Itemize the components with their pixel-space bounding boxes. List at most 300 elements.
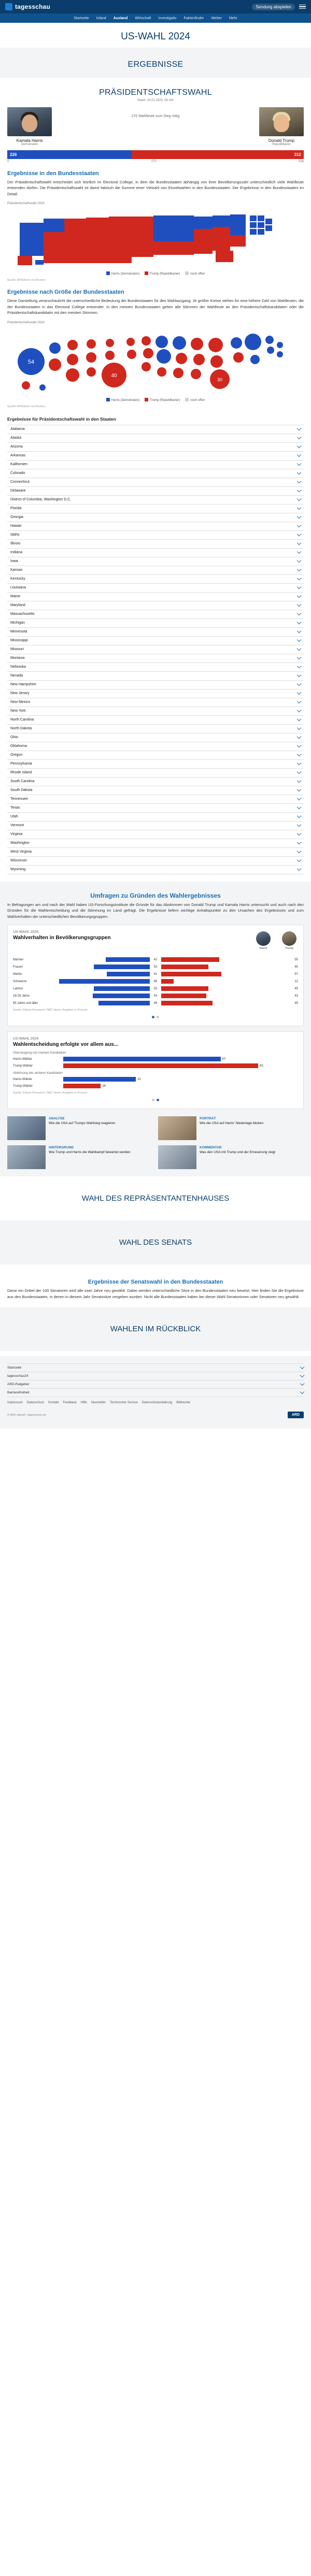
size-section-title: Ergebnisse nach Größe der Bundesstaaten — [7, 289, 124, 296]
chevron-down-icon — [297, 849, 301, 853]
state-row[interactable] — [7, 751, 304, 760]
poll-bar-row — [13, 1084, 298, 1088]
poll-row-dem-value: 41 — [153, 972, 158, 976]
state-row[interactable] — [7, 742, 304, 751]
chevron-down-icon — [297, 858, 301, 862]
chevron-down-icon — [297, 470, 301, 474]
state-label: Montana — [10, 656, 25, 660]
state-row[interactable] — [7, 619, 304, 628]
harris-face-shape — [22, 114, 37, 132]
state-row[interactable] — [7, 672, 304, 681]
poll-row — [13, 972, 298, 976]
poll-row-label: Weiße — [13, 972, 22, 976]
state-row[interactable] — [7, 725, 304, 733]
state-row[interactable] — [7, 549, 304, 557]
state-row[interactable] — [7, 804, 304, 813]
copyright: © ARD-aktuell / tagesschau.de — [7, 1413, 46, 1417]
poll-row-rep-value: 55 — [294, 958, 298, 961]
chevron-down-icon — [297, 558, 301, 563]
chevron-down-icon — [297, 708, 301, 712]
poll-row-label: Frauen — [13, 965, 23, 969]
state-label: Wyoming — [10, 868, 26, 872]
state-row[interactable] — [7, 645, 304, 654]
main-navigation — [0, 13, 311, 23]
senate-states-title: Ergebnisse der Senatswahl in den Bundesstaaten — [88, 1279, 223, 1286]
chevron-down-icon — [297, 611, 301, 615]
candidate-harris-name: Kamala Harris — [16, 138, 43, 143]
poll-card-1-candidates — [13, 931, 298, 950]
chevron-down-icon — [297, 514, 301, 519]
state-row[interactable] — [7, 830, 304, 839]
state-label: Connecticut — [10, 480, 30, 484]
cartogram-legend-dem: Harris (Demokraten) — [106, 398, 139, 402]
state-label: Indiana — [10, 551, 22, 555]
poll-card-2-group-2: Ablehnung des anderen Kandidaten — [13, 1072, 63, 1075]
state-row[interactable] — [7, 778, 304, 786]
state-label: Tennessee — [10, 797, 28, 801]
state-row[interactable] — [7, 584, 304, 593]
teaser-item[interactable] — [158, 1116, 304, 1140]
nav-item-0[interactable]: Startseite — [74, 16, 89, 20]
chevron-down-icon — [297, 629, 301, 633]
state-label: Minnesota — [10, 630, 27, 634]
state-row[interactable] — [7, 857, 304, 866]
state-label: New Jersey — [10, 692, 30, 696]
chevron-down-icon — [297, 646, 301, 651]
state-row[interactable] — [7, 496, 304, 505]
state-label: Texas — [10, 806, 20, 810]
scale-right: 538 — [298, 160, 304, 163]
poll-bar-label: Harris-Wähler — [13, 1077, 33, 1081]
carousel-dots — [13, 1016, 298, 1018]
state-row[interactable] — [7, 566, 304, 575]
cartogram-legend — [7, 398, 304, 402]
poll-row-dem-value: 86 — [153, 980, 158, 983]
state-label: Nevada — [10, 674, 23, 678]
play-broadcast-button[interactable]: Sendung abspielen — [252, 4, 295, 10]
state-row[interactable] — [7, 681, 304, 689]
state-label: Missouri — [10, 647, 24, 652]
chevron-down-icon — [297, 497, 301, 501]
footer-item-label: tagesschau24 — [7, 1374, 29, 1378]
cartogram-svg — [7, 327, 304, 396]
retrospect-section — [0, 1307, 311, 1351]
state-row[interactable] — [7, 637, 304, 645]
chevron-down-icon — [297, 796, 301, 800]
chevron-down-icon — [297, 620, 301, 624]
chevron-down-icon — [297, 664, 301, 668]
chevron-down-icon — [300, 1390, 304, 1394]
state-row[interactable] — [7, 531, 304, 540]
state-label: Washington — [10, 841, 30, 845]
us-map-svg — [7, 208, 304, 269]
state-row[interactable] — [7, 866, 304, 874]
teaser-text — [49, 1116, 115, 1140]
cartogram-legend-open: noch offen — [185, 398, 205, 402]
state-row[interactable] — [7, 469, 304, 478]
state-row[interactable] — [7, 848, 304, 857]
house-section — [0, 1176, 311, 1220]
nav-item-6[interactable]: Wetter — [211, 16, 222, 20]
state-label: Oregon — [10, 753, 23, 757]
state-label: Illinois — [10, 542, 21, 546]
poll-row-rep-value: 12 — [294, 980, 298, 983]
state-row[interactable] — [7, 452, 304, 460]
state-row[interactable] — [7, 698, 304, 707]
teaser-item[interactable] — [7, 1116, 153, 1140]
chevron-down-icon — [297, 602, 301, 607]
poll-row-dem-value: 42 — [153, 958, 158, 961]
chevron-down-icon — [297, 867, 301, 871]
state-label: North Carolina — [10, 718, 34, 722]
teaser-item[interactable] — [7, 1145, 153, 1169]
brand-name: tagesschau — [15, 3, 51, 10]
candidate-trump-photo — [259, 107, 304, 136]
chevron-down-icon — [297, 506, 301, 510]
mini-trump-name: Trump — [285, 947, 293, 951]
chevron-down-icon — [297, 523, 301, 527]
states-accordion-title: Ergebnisse für Präsidentschaftswahl in den Staaten — [7, 416, 116, 422]
carousel-dot-2[interactable] — [157, 1099, 159, 1101]
results-heading: ERGEBNISSE — [128, 60, 183, 69]
state-label: Kentucky — [10, 577, 25, 581]
state-row[interactable] — [7, 786, 304, 795]
poll-bar-row — [13, 1077, 298, 1082]
state-label: West Virginia — [10, 850, 32, 854]
poll-bar-value: 16 — [102, 1084, 106, 1088]
chevron-down-icon — [297, 541, 301, 545]
cartogram-circles — [18, 334, 283, 391]
chevron-down-icon — [297, 726, 301, 730]
poll-row — [13, 979, 298, 984]
carousel-dot-1[interactable] — [152, 1099, 154, 1101]
chevron-down-icon — [297, 479, 301, 483]
top-bar — [0, 0, 311, 13]
nav-item-4[interactable]: Investigativ — [158, 16, 177, 20]
svg-text:30: 30 — [217, 377, 223, 382]
state-row[interactable] — [7, 434, 304, 443]
state-label: South Dakota — [10, 788, 33, 793]
logo-mark-icon — [5, 3, 12, 10]
senate-states-text: Diese ein Drittel der 100 Senatoren wird alle zwei Jahre neu gewählt. Dabei werden unterschiedliche Sitze in den Bundesstaaten neu besetzt. Hier finden Sie die Ergebnisse aus den Bundesstaaten, in denen in diesem Jahr Senatssitze vergeben wurden. Nicht alle Bundesstaaten haben bei dieser Wahl Senatorinnen oder Senatoren neu gewählt. — [7, 1288, 304, 1299]
electoral-section-title: Ergebnisse in den Bundesstaaten — [7, 170, 99, 177]
chevron-down-icon — [297, 814, 301, 818]
chevron-down-icon — [297, 594, 301, 598]
state-row[interactable] — [7, 513, 304, 522]
state-row[interactable] — [7, 716, 304, 725]
poll-row — [13, 986, 298, 991]
site-logo[interactable] — [5, 3, 50, 10]
state-row[interactable] — [7, 522, 304, 531]
state-row[interactable] — [7, 689, 304, 698]
state-label: Kansas — [10, 568, 23, 572]
footer-link[interactable]: Bildrechte — [176, 1401, 190, 1405]
poll-row-dem-value: 54 — [153, 994, 158, 998]
footer-item-label: Barrierefreiheit — [7, 1391, 30, 1395]
candidate-trump — [259, 107, 304, 146]
legend-open: noch offen — [185, 271, 205, 276]
footer-link[interactable]: Technischer Service — [110, 1401, 138, 1405]
state-row[interactable] — [7, 557, 304, 566]
footer-item-label: ARD-Ratgeber — [7, 1383, 30, 1387]
state-label: Maine — [10, 595, 21, 599]
chevron-down-icon — [297, 770, 301, 774]
poll-card-2-group-1: Überzeugung von meinem Kandidaten — [13, 1052, 66, 1055]
chevron-down-icon — [297, 655, 301, 659]
poll-row — [13, 1001, 298, 1005]
state-label: Delaware — [10, 489, 26, 493]
state-label: Rhode Island — [10, 771, 32, 775]
mini-harris-photo — [256, 931, 271, 946]
polls-band — [0, 882, 311, 1176]
chevron-down-icon — [297, 779, 301, 783]
map-legend — [7, 271, 304, 276]
state-row[interactable] — [7, 478, 304, 487]
chevron-down-icon — [297, 690, 301, 695]
state-label: New Mexico — [10, 700, 31, 704]
map-states-group — [18, 214, 272, 265]
state-row[interactable] — [7, 663, 304, 672]
state-row[interactable] — [7, 487, 304, 496]
state-row[interactable] — [7, 839, 304, 848]
us-results-map[interactable] — [7, 208, 304, 269]
cartogram-source: Quelle: AP/Edison via Reuters — [7, 405, 46, 408]
candidates-row — [7, 107, 304, 146]
teaser-headline: Wie die USA auf Harris' Niederlage blicken — [200, 1121, 263, 1126]
teaser-item[interactable] — [158, 1145, 304, 1169]
state-label: Alabama — [10, 427, 25, 431]
presidential-section — [0, 78, 311, 882]
cartogram-caption: Präsidentschaftswahl 2024 — [7, 321, 45, 324]
svg-text:54: 54 — [27, 358, 35, 365]
state-label: Vermont — [10, 824, 24, 828]
poll-row-label: 65 Jahre und älter — [13, 1001, 38, 1005]
state-row[interactable] — [7, 505, 304, 513]
chevron-down-icon — [297, 567, 301, 571]
poll-row — [13, 994, 298, 998]
poll-row-rep-value: 43 — [294, 994, 298, 998]
state-label: Maryland — [10, 603, 25, 608]
state-row[interactable] — [7, 628, 304, 637]
state-label: Nebraska — [10, 665, 26, 669]
chevron-down-icon — [297, 585, 301, 589]
poll-card-2-kicker: US-WAHL 2024 — [13, 1037, 39, 1041]
state-label: North Dakota — [10, 727, 32, 731]
poll-row-label: Schwarze — [13, 980, 27, 983]
map-source: Quelle: AP/Edison via Reuters — [7, 279, 46, 282]
state-row[interactable] — [7, 610, 304, 619]
state-label: New York — [10, 709, 26, 713]
candidate-trump-name: Donald Trump — [268, 138, 295, 143]
poll-row-label: 18-29 Jahre — [13, 994, 30, 998]
teaser-text — [200, 1116, 263, 1140]
footer-link[interactable]: Datenschutz — [26, 1401, 45, 1405]
senate-states-section — [0, 1264, 311, 1307]
poll-bar-row — [13, 1063, 298, 1068]
state-label: Colorado — [10, 471, 25, 476]
legend-dem: Harris (Demokraten) — [106, 271, 139, 276]
states-accordion — [7, 425, 304, 874]
teaser-grid — [7, 1116, 304, 1169]
poll-row-dem-value: 49 — [153, 1001, 158, 1005]
poll-row-rep-value: 49 — [294, 1001, 298, 1005]
legend-rep: Trump (Republikaner) — [145, 271, 180, 276]
footer-link[interactable]: Kontakt — [48, 1401, 59, 1405]
ard-logo[interactable]: ARD — [288, 1412, 304, 1418]
poll-row — [13, 957, 298, 962]
state-row[interactable] — [7, 540, 304, 549]
scale-mid: 270 — [151, 160, 157, 163]
chevron-down-icon — [297, 735, 301, 739]
presidential-heading: PRÄSIDENTSCHAFTSWAHL — [99, 88, 212, 97]
chevron-down-icon — [297, 673, 301, 677]
trump-face-shape — [274, 114, 289, 132]
electoral-section-text: Der Präsidentschaftswahl entscheidet sich letztlich im Electoral College, in dem die Bundesstaaten abhängig von ihrer Bevölkerungszahl unterschiedlich viele Wahlleute entsenden dürfen. Die Präsidentschaftswahl ist damit faktisch die Summe einer Vielzahl von Einzelwahlen in den Bundesstaaten. Der Ergebnisse in den Bundesstaaten im Detail. — [7, 180, 304, 196]
polls-intro: In Befragungen am und nach der Wahl haben US-Forschungsinstitute die Gründe für das Abstimmen von Donald Trump und Kamala Harris untersucht und auch nach den Gründen für die Wahlentscheidung und die Stimmung im Land gefragt. Die Ergebnisse liefern wichtige Anhaltspunkte zu den Ursachen des Ergebnisses und zum Wahlverhalten der unterschiedlichen Bevölkerungsgruppen. — [7, 902, 304, 919]
mini-candidate-trump — [280, 931, 298, 950]
candidate-harris-photo — [7, 107, 52, 136]
footer-link[interactable]: Hilfe — [80, 1401, 87, 1405]
poll-bar-label: Harris-Wähler — [13, 1057, 33, 1061]
state-row[interactable] — [7, 795, 304, 804]
poll-card-groups — [7, 925, 304, 1026]
menu-icon[interactable] — [299, 5, 306, 9]
polls-heading: Umfragen zu Gründen des Wahlergebnisses — [90, 891, 221, 899]
chevron-down-icon — [297, 462, 301, 466]
poll-row — [13, 965, 298, 969]
teaser-kicker: PORTRÄT — [200, 1117, 216, 1121]
retrospect-title: WAHLEN IM RÜCKBLICK — [110, 1325, 201, 1334]
nav-item-2[interactable]: Ausland — [113, 16, 128, 20]
results-updated: Stand: 20.01.2025, 08 Uhr — [137, 99, 174, 102]
chevron-down-icon — [300, 1373, 304, 1377]
teaser-headline: Wie Trump und Harris die Wahlkampf bewertet werden — [49, 1150, 131, 1155]
electoral-bar-rep: 312 — [132, 150, 304, 159]
state-row[interactable] — [7, 443, 304, 452]
state-label: Massachusetts — [10, 612, 35, 616]
chevron-down-icon — [297, 717, 301, 721]
nav-item-3[interactable]: Wirtschaft — [135, 16, 151, 20]
teaser-kicker: ANALYSE — [49, 1117, 65, 1121]
chevron-down-icon — [297, 699, 301, 703]
chevron-down-icon — [297, 752, 301, 756]
chevron-down-icon — [297, 682, 301, 686]
electoral-bar-scale — [7, 160, 304, 163]
candidate-harris-party: Demokraten — [21, 143, 38, 146]
teaser-image — [158, 1116, 196, 1140]
map-caption: Präsidentschaftswahl 2024 — [7, 202, 45, 206]
poll-bar-label: Trump-Wähler — [13, 1084, 33, 1088]
teaser-kicker: HINTERGRUND — [49, 1146, 74, 1150]
state-label: Georgia — [10, 515, 23, 520]
state-label: Arizona — [10, 445, 23, 449]
nav-item-7[interactable]: Mehr — [229, 16, 237, 20]
poll-bar-label: Trump-Wähler — [13, 1064, 33, 1068]
state-label: District of Columbia, Washington D.C. — [10, 498, 72, 502]
poll-row-rep-value: 45 — [294, 965, 298, 969]
poll-card-1-kicker: US-WAHL 2024 — [13, 930, 39, 934]
scale-left: 0 — [7, 160, 9, 163]
chevron-down-icon — [297, 435, 301, 439]
mini-candidate-harris — [255, 931, 272, 950]
footer-item[interactable] — [7, 1380, 304, 1389]
footer-link[interactable]: Newsletter — [91, 1401, 106, 1405]
state-row[interactable] — [7, 733, 304, 742]
state-label: Oklahoma — [10, 744, 27, 749]
cartogram-legend-rep: Trump (Republikaner) — [145, 398, 180, 402]
footer-link[interactable]: Feedback — [63, 1401, 77, 1405]
electoral-bar-dem: 226 — [7, 150, 132, 159]
poll-card-1-source: Quelle: Edison Research / NBC News, Angaben in Prozent — [13, 1009, 88, 1012]
poll-card-1-title: Wahlverhalten in Bevölkerungsgruppen — [13, 935, 111, 941]
chevron-down-icon — [297, 426, 301, 430]
state-row[interactable] — [7, 593, 304, 601]
state-label: Iowa — [10, 559, 18, 564]
hero — [0, 23, 311, 48]
state-row[interactable] — [7, 813, 304, 822]
candidate-harris — [7, 107, 52, 146]
chevron-down-icon — [297, 576, 301, 580]
footer-item[interactable] — [7, 1364, 304, 1372]
size-section-text: Diese Darstellung veranschaulicht die unterschiedliche Bedeutung der Bundesstaaten für den Wahlausgang. Je größer Kreise stehen für eine höhere Zahl von Wahlleuten, die der Bundesstaaten in das Electoral College entsendet. In den meisten Bundesstaaten gehen alle Stimmen der Wahlleute an den Präsidentschaftskandidaten oder die Präsidentschaftskandidatin mit den meisten Stimmen. — [7, 298, 304, 315]
chevron-down-icon — [300, 1381, 304, 1386]
state-row[interactable] — [7, 460, 304, 469]
nav-item-1[interactable]: Inland — [96, 16, 106, 20]
top-bar-actions — [252, 4, 306, 10]
teaser-text — [200, 1145, 275, 1169]
svg-text:40: 40 — [111, 372, 117, 379]
state-row[interactable] — [7, 707, 304, 716]
state-label: Arkansas — [10, 454, 26, 458]
chevron-down-icon — [297, 823, 301, 827]
state-label: Virginia — [10, 832, 23, 837]
footer-item[interactable] — [7, 1389, 304, 1397]
poll-row-label: Männer — [13, 958, 24, 961]
state-row[interactable] — [7, 601, 304, 610]
teaser-headline: Wie die USA auf Trumps Wahlsieg reagieren — [49, 1121, 116, 1126]
state-row[interactable] — [7, 769, 304, 778]
carousel-dot-1[interactable] — [152, 1016, 154, 1018]
state-row[interactable] — [7, 654, 304, 663]
state-row[interactable] — [7, 575, 304, 584]
chevron-down-icon — [300, 1365, 304, 1369]
state-row[interactable] — [7, 425, 304, 434]
footer-link[interactable]: Impressum — [7, 1401, 23, 1405]
state-label: Michigan — [10, 621, 25, 625]
nav-item-5[interactable]: Faktenfinder — [183, 16, 204, 20]
page-title: US-WAHL 2024 — [121, 31, 190, 42]
teaser-headline: Was den USA mit Trump und der Erneuerung zeigt — [200, 1150, 276, 1155]
state-label: Ohio — [10, 736, 18, 740]
state-label: Pennsylvania — [10, 762, 32, 766]
footer-item-label: Startseite — [7, 1366, 22, 1370]
senate-section — [0, 1220, 311, 1264]
poll-card-2-title: Wahlentscheidung erfolgte vor allem aus... — [13, 1042, 119, 1048]
state-row[interactable] — [7, 760, 304, 769]
state-label: Alaska — [10, 436, 22, 440]
state-label: Kalifornien — [10, 463, 28, 467]
footer-link[interactable]: Datenschutzerklärung — [142, 1401, 173, 1405]
us-cartogram[interactable] — [7, 327, 304, 396]
footer-item[interactable] — [7, 1372, 304, 1380]
carousel-dot-2[interactable] — [157, 1016, 159, 1018]
chevron-down-icon — [297, 787, 301, 791]
state-row[interactable] — [7, 822, 304, 830]
state-label: South Carolina — [10, 780, 35, 784]
poll-row-rep-value: 45 — [294, 987, 298, 990]
state-label: Utah — [10, 815, 18, 819]
teaser-text — [49, 1145, 131, 1169]
